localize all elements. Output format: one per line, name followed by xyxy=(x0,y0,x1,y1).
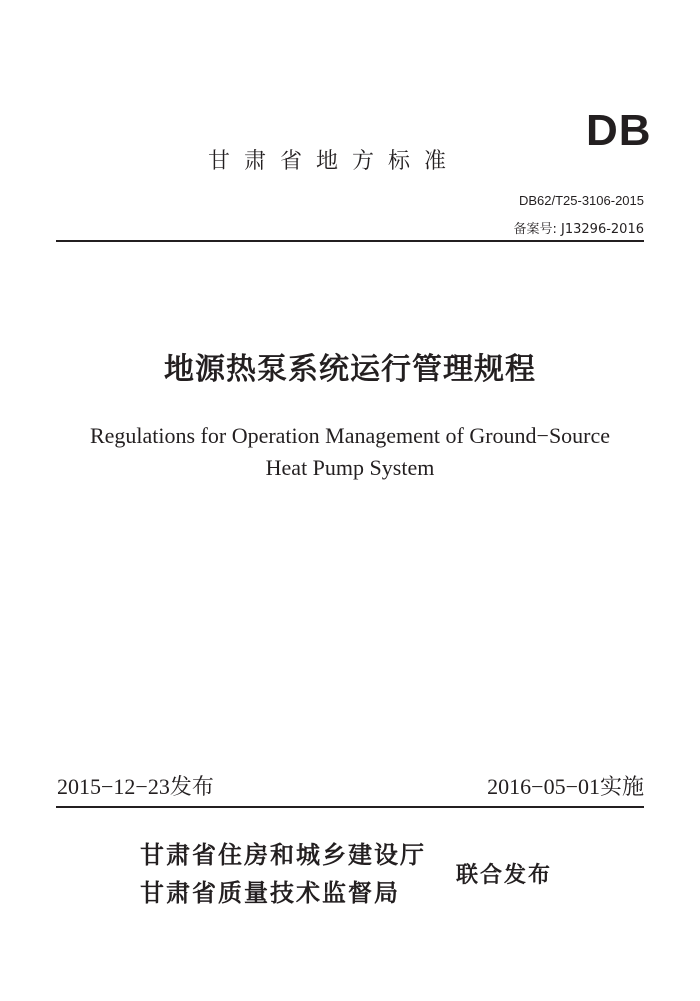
title-chinese: 地源热泵系统运行管理规程 xyxy=(164,352,536,387)
record-number: 备案号: J13296-2016 xyxy=(513,222,644,237)
joint-release-label: 联合发布 xyxy=(456,863,553,888)
db-mark: DB xyxy=(586,106,652,155)
title-english-line1: Regulations for Operation Management of Ground−Source xyxy=(89,423,611,448)
title-english xyxy=(0,420,700,484)
bottom-divider xyxy=(56,806,644,808)
standard-type: 甘肃省地方标准 xyxy=(208,149,461,174)
title-english-line2: Heat Pump System xyxy=(265,455,435,480)
issuer-line2: 甘肃省质量技术监督局 xyxy=(140,879,400,907)
implementation-date: 2016−05−01实施 xyxy=(487,774,644,799)
standard-code: DB62/T25-3106-2015 xyxy=(518,193,644,208)
top-divider xyxy=(56,240,644,242)
issuers xyxy=(140,836,426,912)
issuer-line1: 甘肃省住房和城乡建设厅 xyxy=(140,841,426,869)
issue-date: 2015−12−23发布 xyxy=(57,774,214,799)
